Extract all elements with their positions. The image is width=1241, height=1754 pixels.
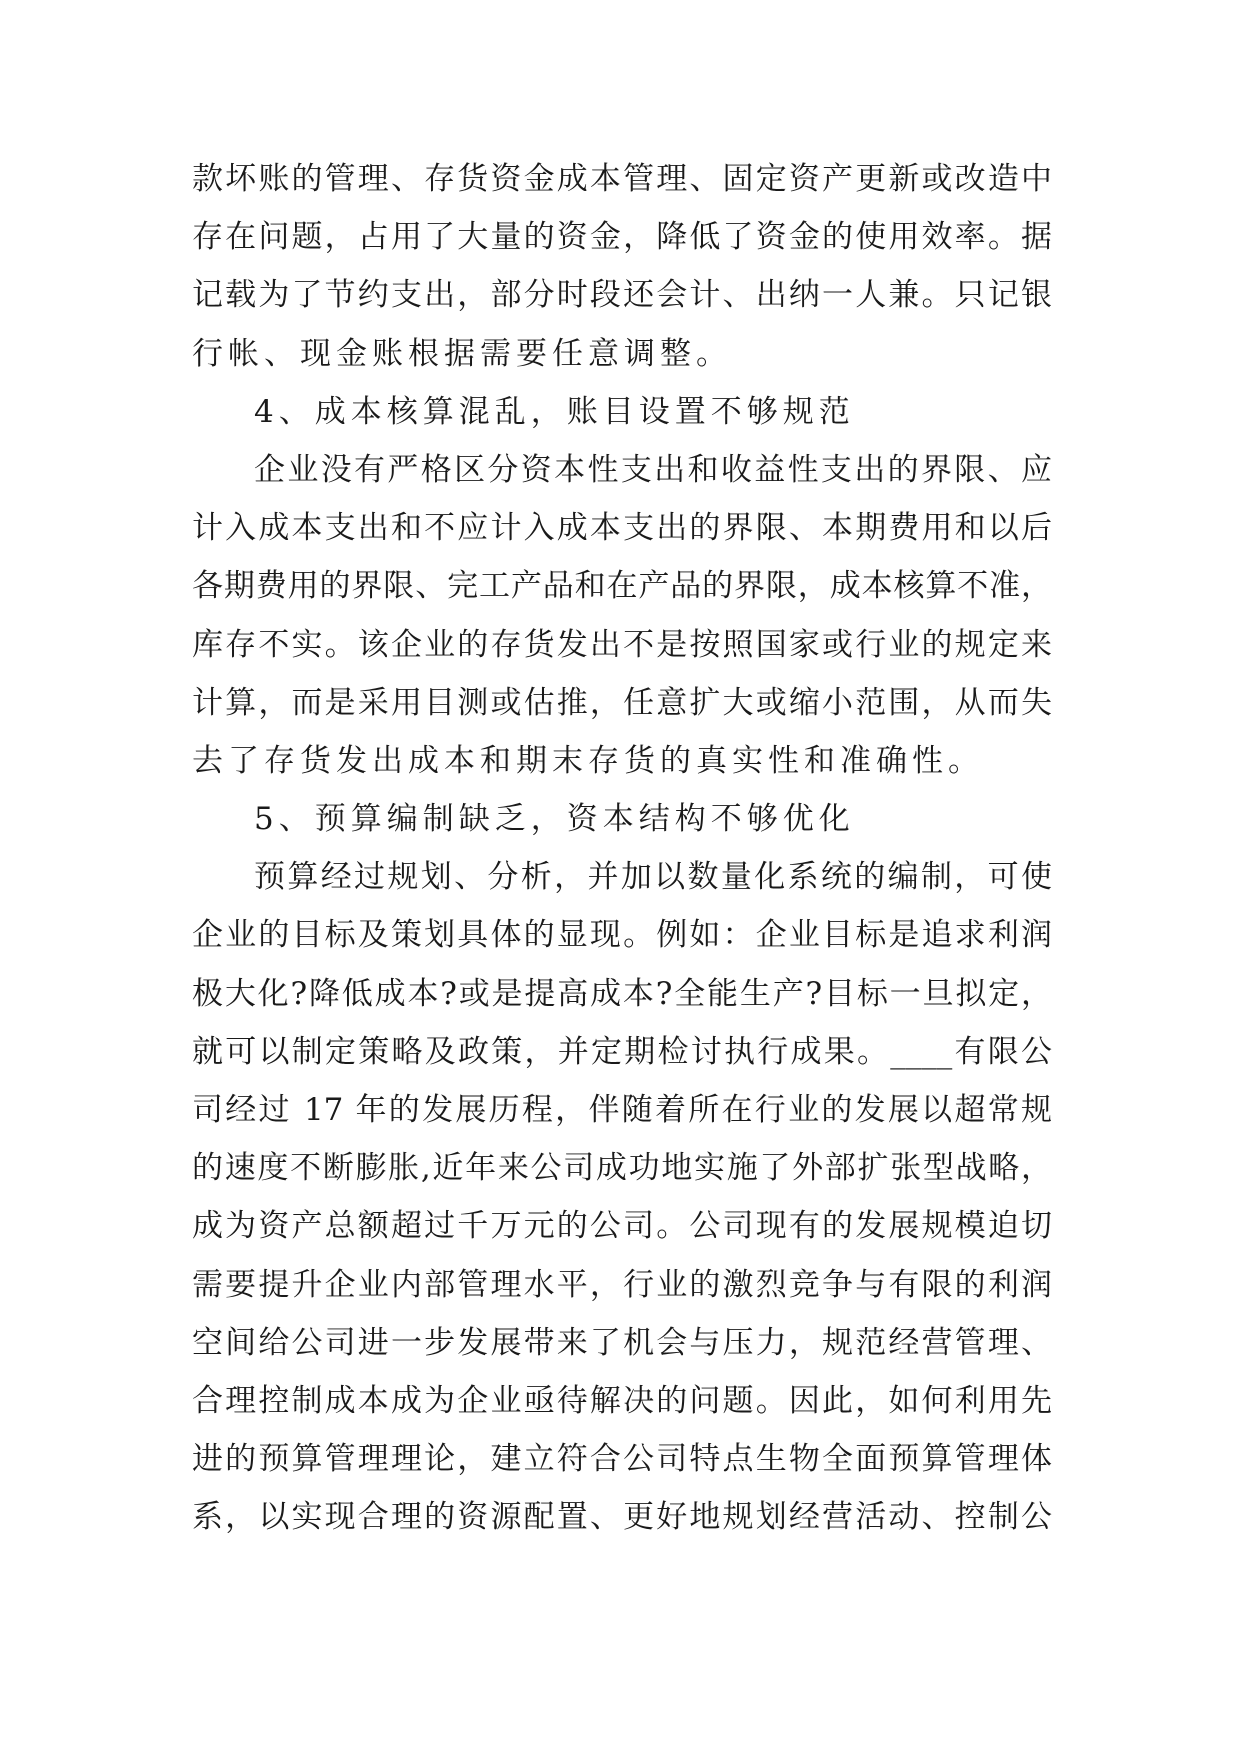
section-heading-4: 4、成本核算混乱，账目设置不够规范 [254, 393, 855, 430]
text-line: 司经过 17 年的发展历程，伴随着所在行业的发展以超常规 [192, 1092, 1052, 1128]
text-line: 库存不实。该企业的存货发出不是按照国家或行业的规定来 [192, 626, 1052, 663]
text-line: 的速度不断膨胀,近年来公司成功地实施了外部扩张型战略， [192, 1150, 1052, 1187]
text-line: 进的预算管理理论，建立符合公司特点生物全面预算管理体 [192, 1441, 1052, 1478]
text-line: 系，以实现合理的资源配置、更好地规划经营活动、控制公 [192, 1499, 1052, 1536]
text-line: 预算经过规划、分析，并加以数量化系统的编制，可使 [254, 859, 1052, 896]
text-line: 成为资产总额超过千万元的公司。公司现有的发展规模迫切 [192, 1208, 1052, 1245]
text-line: 空间给公司进一步发展带来了机会与压力，规范经营管理、 [192, 1324, 1052, 1361]
text-line: 存在问题，占用了大量的资金，降低了资金的使用效率。据 [192, 219, 1052, 256]
text-line: 行帐、现金账根据需要任意调整。 [192, 335, 732, 372]
body-text [192, 160, 1052, 1557]
text-line: 计入成本支出和不应计入成本支出的界限、本期费用和以后 [192, 510, 1052, 547]
section-heading-5: 5、预算编制缺乏，资本结构不够优化 [254, 801, 855, 838]
text-line: 极大化?降低成本?或是提高成本?全能生产?目标一旦拟定， [192, 975, 1052, 1012]
text-line: 合理控制成本成为企业亟待解决的问题。因此，如何利用先 [192, 1382, 1052, 1419]
text-line: 就可以制定策略及政策，并定期检讨执行成果。____有限公 [192, 1033, 1052, 1070]
text-line: 款坏账的管理、存货资金成本管理、固定资产更新或改造中 [192, 161, 1052, 197]
text-line: 企业的目标及策划具体的显现。例如：企业目标是追求利润 [192, 917, 1052, 954]
text-line: 需要提升企业内部管理水平，行业的激烈竞争与有限的利润 [192, 1266, 1052, 1303]
text-line: 去了存货发出成本和期末存货的真实性和准确性。 [192, 742, 984, 779]
text-line: 记载为了节约支出，部分时段还会计、出纳一人兼。只记银 [192, 277, 1052, 314]
text-line: 计算，而是采用目测或估推，任意扩大或缩小范围，从而失 [192, 684, 1052, 721]
text-line: 各期费用的界限、完工产品和在产品的界限，成本核算不准， [192, 568, 1052, 605]
text-line: 企业没有严格区分资本性支出和收益性支出的界限、应 [254, 451, 1052, 488]
